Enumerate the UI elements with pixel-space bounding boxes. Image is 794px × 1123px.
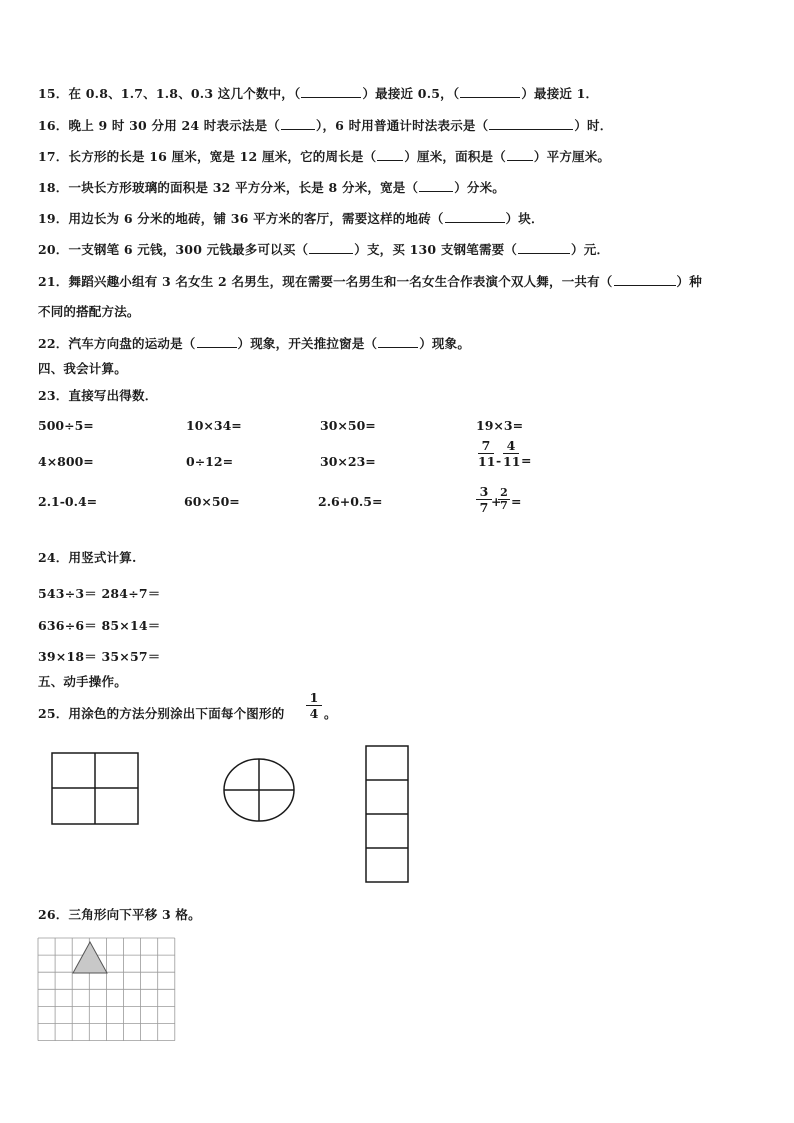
equals-sign: = xyxy=(521,453,532,468)
calc-item: 60×50= xyxy=(184,494,240,509)
fraction: 2 7 xyxy=(498,487,510,512)
equals-sign: = xyxy=(511,494,522,509)
question-24-title: 24．用竖式计算. xyxy=(38,550,137,565)
question-17: 17．长方形的长是 16 厘米，宽是 12 厘米，它的周长是（ ）厘米，面积是（ ）平方厘米。 xyxy=(38,149,611,164)
operator: + xyxy=(491,494,502,509)
fraction-one-quarter: 1 4 xyxy=(306,690,322,721)
calc-item: 636÷6＝ 85×14＝ xyxy=(38,618,161,633)
fraction: 7 11 xyxy=(478,438,496,469)
calc-item: 543÷3＝ 284÷7＝ xyxy=(38,586,161,601)
question-19: 19．用边长为 6 分米的地砖，铺 36 平方米的客厅，需要这样的地砖（ ）块． xyxy=(38,211,544,226)
question-16: 16．晚上 9 时 30 分用 24 时表示法是（ ），6 时用普通计时法表示是（ ）时． xyxy=(38,118,613,133)
question-25: 25．用涂色的方法分别涂出下面每个图形的 xyxy=(38,706,285,721)
question-22: 22．汽车方向盘的运动是（ ）现象，开关推拉窗是（ ）现象。 xyxy=(38,336,471,351)
question-23-title: 23．直接写出得数． xyxy=(38,388,158,403)
fraction: 3 7 xyxy=(476,484,492,515)
fraction: 4 11 xyxy=(503,438,521,469)
question-18: 18．一块长方形玻璃的面积是 32 平方分米，长是 8 分米，宽是（ ）分米。 xyxy=(38,180,506,195)
question-21: 21．舞蹈兴趣小组有 3 名女生 2 名男生，现在需要一名男生和一名女生合作表演个双人舞，一共有（ ）种 xyxy=(38,274,702,289)
calc-item: 2.1-0.4= xyxy=(38,494,98,509)
calc-item: 39×18＝ 35×57＝ xyxy=(38,649,161,664)
calc-item: 10×34= xyxy=(186,418,242,433)
calc-item: 30×50= xyxy=(320,418,376,433)
calc-item: 4×800= xyxy=(38,454,94,469)
calc-item: 0÷12= xyxy=(186,454,234,469)
question-15: 15．在 0.8、1.7、1.8、0.3 这几个数中，（ ）最接近 0.5，（ ）最接近 1． xyxy=(38,86,599,101)
question-26-title: 26．三角形向下平移 3 格。 xyxy=(38,907,201,922)
calc-item: 19×3= xyxy=(476,418,524,433)
operator: - xyxy=(496,453,502,468)
question-25-end: 。 xyxy=(324,706,337,721)
triangle-shape[interactable] xyxy=(73,942,107,973)
section-heading-5: 五、动手操作。 xyxy=(38,674,127,689)
section-heading-4: 四、我会计算。 xyxy=(38,361,127,376)
question-20: 20．一支钢笔 6 元钱，300 元钱最多可以买（ ）支，买 130 支钢笔需要（ ）元． xyxy=(38,242,610,257)
question-21-continued: 不同的搭配方法。 xyxy=(38,304,140,319)
calc-item: 500÷5= xyxy=(38,418,94,433)
calc-item: 30×23= xyxy=(320,454,376,469)
calc-item: 2.6+0.5= xyxy=(318,494,383,509)
